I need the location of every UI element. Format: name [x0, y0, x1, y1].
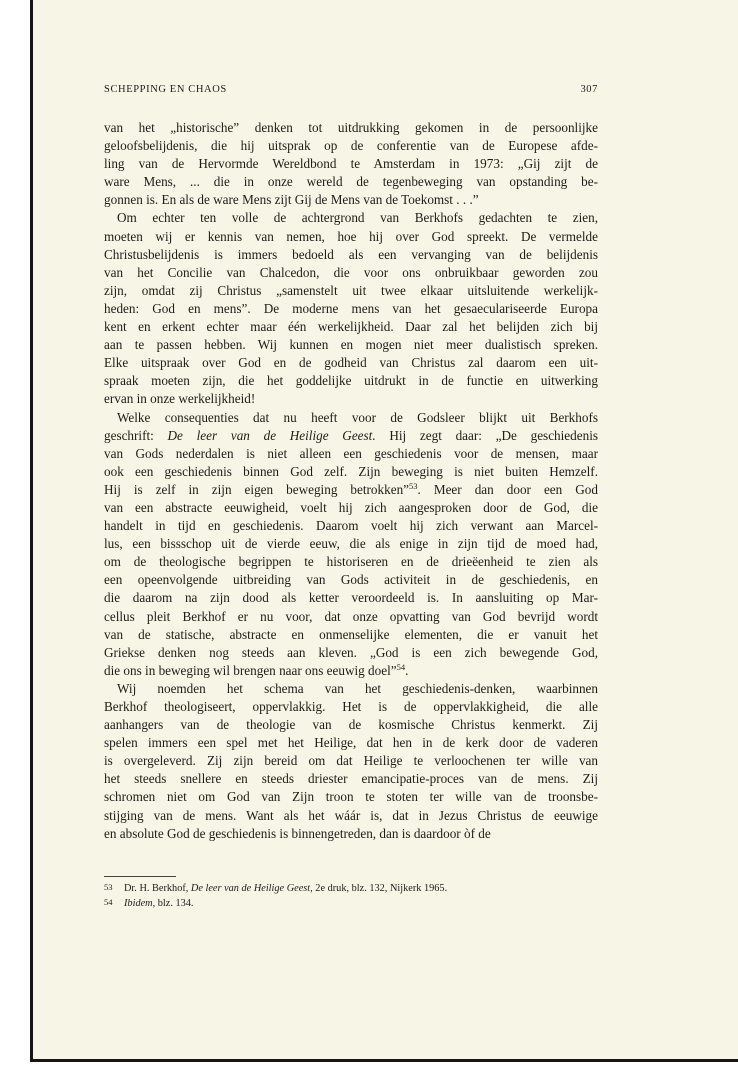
text-line: Om echter ten volle de achtergrond van Berkhofs gedachten te zien, — [117, 210, 598, 226]
text-line: is overgeleverd. Zij zijn bereid om dat Heilige te verloochenen ter wille van — [104, 753, 598, 769]
text-line: ervan in onze werkelijkheid! — [104, 391, 256, 407]
paragraph — [104, 119, 598, 209]
running-head-title: SCHEPPING EN CHAOS — [104, 84, 227, 95]
text-line: geschrift: De leer van de Heilige Geest. Hij zegt daar: „De geschiedenis — [104, 427, 598, 443]
body-text — [104, 119, 598, 843]
text-line: van de statische, abstracte en onmenselijke elementen, die er vanuit het — [104, 626, 598, 642]
text-line: het steeds snellere en steeds driester emancipatie-proces van de mens. Zij — [104, 771, 598, 787]
text-line: van een abstracte eeuwigheid, voelt hij zich aangesproken door de God, die — [104, 499, 598, 515]
text-line: Griekse denken nog steeds aan kleven. „God is een zich bewegende God, — [104, 644, 598, 660]
text-line: die daarom na zijn dood als ketter veroordeeld is. In aansluiting op Mar- — [104, 590, 598, 606]
text-line: ware Mens, ... die in onze wereld de tegenbeweging van opstanding be- — [104, 174, 598, 190]
text-line: spraak moeten zijn, die het goddelijke uitdrukt in de functie en uitwerking — [104, 373, 598, 389]
text-line: van het Concilie van Chalcedon, die voor ons onbruikbaar geworden zou — [104, 264, 598, 280]
text-line: aanhangers van de theologie van de kosmische Christus kenmerkt. Zij — [104, 717, 598, 733]
text-line: heden: God en mens”. De moderne mens van het gesaeculariseerde Europa — [104, 300, 598, 316]
running-head — [104, 84, 598, 98]
text-line: stijging van de mens. Want als het wáár is, dat in Jezus Christus de eeuwige — [104, 807, 598, 823]
text-line: kent en erkent echter maar één werkelijkheid. Daar zal het belijden zich bij — [104, 319, 598, 335]
italic-title: Ibidem, — [124, 897, 156, 909]
text-line: spelen immers een spel met het Heilige, dat hen in de kerk door de vaderen — [104, 735, 598, 751]
text-line: van het „historische” denken tot uitdrukking gekomen in de persoonlijke — [104, 120, 598, 135]
text-line: aan te passen hebben. Wij kunnen en mogen niet meer dualistisch spreken. — [104, 337, 598, 353]
text-line: Hij is zelf in zijn eigen beweging betrokken”$^{53}$. Meer dan door een God — [104, 480, 598, 497]
text-line: Berkhof theologiseert, oppervlakkig. Het is de oppervlakkigheid, die alle — [104, 699, 598, 714]
text-line: ook een geschiedenis binnen God zelf. Zijn beweging is niet buiten Hemzelf. — [104, 463, 598, 479]
page-number: 307 — [580, 84, 598, 95]
text-line: gonnen is. En als de ware Mens zijt Gij de Mens van de Toekomst . . .” — [104, 192, 479, 208]
text-line: schromen niet om God van Zijn troon te stoten ter wille van de troonsbe- — [104, 789, 598, 805]
text-line: lus, een bissschop uit de vierde eeuw, die als enige in zijn tijd de moed had, — [104, 536, 598, 552]
scan-border-bottom — [30, 1059, 738, 1062]
text-line: die ons in beweging wil brengen naar ons eeuwig doel”$^{54}$. — [104, 661, 409, 678]
footnote-number: 54 — [104, 896, 113, 907]
footnote-reference: 53 — [409, 480, 418, 491]
footnote-number: 53 — [104, 882, 113, 892]
text-line: geloofsbelijdenis, die hij uitsprak op de conferentie van de Europese afde- — [104, 138, 598, 154]
italic-title: De leer van de Heilige Geest, — [190, 883, 313, 894]
text-line: en absolute God de geschiedenis is binnengetreden, dan is daardoor òf de — [104, 825, 491, 841]
footnote-reference: 54 — [396, 661, 406, 672]
text-line: Christusbelijdenis is immers bedoeld als een vervanging van de belijdenis — [104, 246, 598, 262]
text-line: Wij noemden het schema van het geschiedenis-denken, waarbinnen — [117, 680, 598, 696]
text-line: Elke uitspraak over God en de godheid van Christus zal daarom een uit- — [104, 355, 598, 371]
paragraph — [104, 680, 598, 843]
text-line: moeten wij er kennis van nemen, hoe hij over God spreekt. De vermelde — [104, 228, 598, 244]
text-line: cellus pleit Berkhof er nu voor, dat onze opvatting van God bevrijd wordt — [104, 608, 598, 624]
footnote-rule — [104, 876, 176, 877]
footnote: 53 Dr. H. Berkhof, De leer van de Heilige Geest, 2e druk, blz. 132, Nijkerk 1965. — [104, 882, 448, 894]
footnote: 54 Ibidem, blz. 134. — [104, 896, 194, 909]
text-line: van Gods nederdalen is niet alleen een geschiedenis voor de mensen, maar — [104, 445, 598, 461]
text-line: handelt in tijd en geschiedenis. Daarom voelt hij zich verwant aan Marcel- — [104, 518, 598, 534]
italic-title: De leer van de Heilige Geest. — [167, 427, 376, 443]
paragraph — [104, 209, 598, 408]
text-line: Welke consequenties dat nu heeft voor de Godsleer blijkt uit Berkhofs — [117, 409, 598, 425]
text-line: een opeenvolgende uitbreiding van Gods activiteit in de geschiedenis, en — [104, 572, 598, 588]
text-line: zijn, omdat zij Christus „samenstelt uit twee elkaar uitsluitende werkelijk- — [104, 282, 598, 298]
paragraph — [104, 409, 598, 680]
footnotes — [104, 881, 598, 910]
text-line: om de theologische begrippen te historiseren en de drieëenheid te zien als — [104, 554, 598, 570]
text-line: ling van de Hervormde Wereldbond te Amsterdam in 1973: „Gij zijt de — [104, 156, 598, 172]
